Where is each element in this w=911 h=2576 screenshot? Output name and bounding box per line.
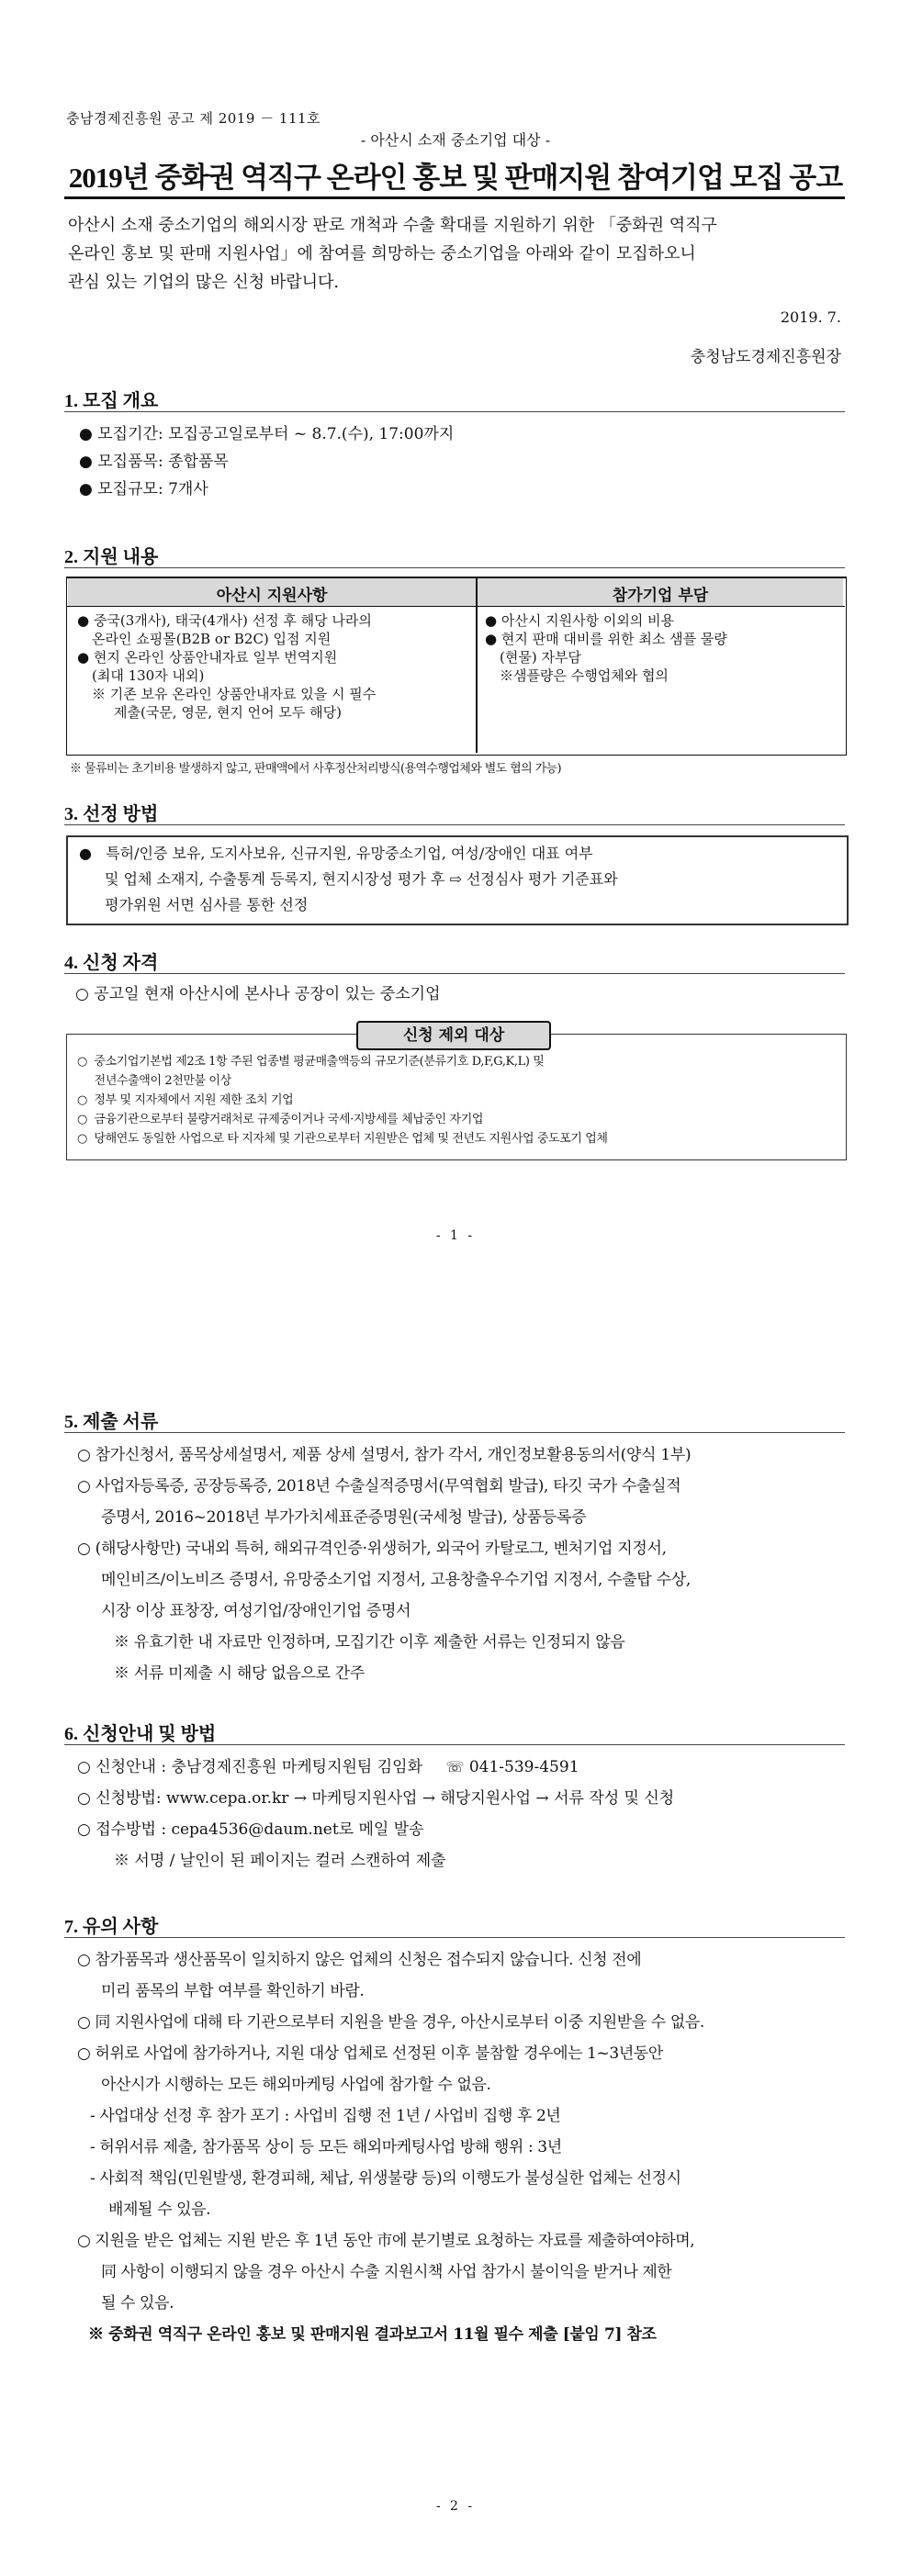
issuer-name: 충청남도경제진흥원장 [690,348,841,366]
table-header-rule [66,606,845,607]
text-line: ○ 지원을 받은 업체는 지원 받은 후 1년 동안 市에 분기별로 요청하는 자료를 제출하여야하며, [77,2232,695,2250]
text-line: ○ 허위로 사업에 참가하거나, 지원 대상 업체로 선정된 이후 불참할 경우에는 1~3년동안 [77,2044,663,2063]
text-line: 배제될 수 있음. [108,2201,211,2219]
table-footnote: ※ 물류비는 초기비용 발생하지 않고, 판매액에서 사후정산처리방식(용역수행업체와 별도 협의 가능) [70,762,561,776]
phone-number: 041-539-4591 [468,1758,579,1776]
exclusion-title: 신청 제외 대상 [356,1021,551,1050]
section-4-title: 4. 신청 자격 [64,953,159,973]
notes-list [77,1944,849,2350]
section-divider [64,1937,845,1938]
text-line: 메인비즈/이노비즈 증명서, 유망중소기업 지정서, 고용창출우수기업 지정서, 수출탑 수상, [101,1571,691,1589]
note-line: ※ 서류 미제출 시 해당 없음으로 간주 [114,1664,366,1683]
cell-line: ● 아산시 지원사항 이외의 비용 [485,612,675,629]
page-number: - 1 - [435,1228,476,1243]
text-line: 시장 이상 표창장, 여성기업/장애인기업 증명서 [101,1602,411,1620]
intro-line: 아산시 소재 중소기업의 해외시장 판로 개척과 수출 확대를 지원하기 위한 「중화권 역직구 [68,216,717,235]
text-line: 평가위원 서면 심사를 통한 선정 [105,896,309,913]
text-line: 아산시가 시행하는 모든 해외마케팅 사업에 참가할 수 없음. [101,2076,491,2094]
cell-line: ※샘플량은 수행업체와 협의 [500,667,669,684]
list-item: ○ 당해연도 동일한 사업으로 타 지자체 및 기관으로부터 지원받은 업체 및 전년도 지원사업 중도포기 업체 [77,1132,608,1146]
cell-line: ● 현지 판매 대비를 위한 최소 샘플 물량 [485,631,727,647]
table-cell-burden [485,611,838,685]
table-cell-support [77,611,472,722]
text-line: ○ 참가품목과 생산품목이 일치하지 않은 업체의 신청은 접수되지 않습니다. 신청 전에 [77,1951,642,1969]
list-item: 전년수출액이 2천만불 이상 [77,1074,231,1088]
text-line: 및 업체 소재지, 수출통계 등록지, 현지시장성 평가 후 ⇨ 선정심사 평가 기준표와 [105,870,618,888]
subtitle: - 아산시 소재 중소기업 대상 - [360,131,551,149]
text-line: ○ 신청방법: www.cepa.or.kr → 마케팅지원사업 → 해당지원사업 → 서류 작성 및 신청 [77,1789,675,1808]
text-line: ○ 신청안내 : 충남경제진흥원 마케팅지원팀 김임화 ☏ 041-539-4591 [77,1758,579,1776]
cell-line: (최대 130자 내외) [92,667,205,684]
section-6-title: 6. 신청안내 및 방법 [64,1724,217,1744]
section-3-title: 3. 선정 방법 [64,804,159,824]
eligibility-item: ○ 공고일 현재 아산시에 본사나 공장이 있는 중소기업 [75,985,441,1003]
text-line: - 허위서류 제출, 참가품목 상이 등 모든 해외마케팅사업 방해 행위 : 3년 [90,2138,562,2156]
section-2-title: 2. 지원 내용 [64,547,159,567]
section-5-title: 5. 제출 서류 [64,1412,159,1432]
text-line: ○ (해당사항만) 국내외 특허, 해외규격인증·위생허가, 외국어 카탈로그, 벤처기업 지정서, [77,1540,667,1558]
cell-line: ● 중국(3개사), 태국(4개사) 선정 후 해당 나라의 [77,612,372,629]
section-divider [64,1744,845,1745]
document-number: 충남경제진흥원 공고 제 2019 － 111호 [66,110,321,127]
list-item: ● 모집품목: 종합품목 [79,453,229,471]
text-line: - 사업대상 선정 후 참가 포기 : 사업비 집행 전 1년 / 사업비 집행 후 2년 [90,2107,561,2125]
section-divider [64,567,845,568]
text-line: 될 수 있음. [101,2294,174,2313]
intro-paragraph [68,211,849,297]
text-line: ○ 사업자등록증, 공장등록증, 2018년 수출실적증명서(무역협회 발급), 타깃 국가 수출실적 [77,1477,681,1495]
telephone-icon: ☏ [445,1758,465,1775]
section-7-title: 7. 유의 사항 [64,1917,159,1937]
announcement-date: 2019. 7. [780,308,841,326]
cell-line: 온라인 쇼핑몰(B2B or B2C) 입점 지원 [92,631,332,647]
list-item: ○ 정부 및 지자체에서 지원 제한 조치 기업 [77,1093,294,1107]
important-note: ※ 중화권 역직구 온라인 홍보 및 판매지원 결과보고서 11월 필수 제출 [붙임 7] 참조 [88,2325,657,2344]
intro-line: 온라인 홍보 및 판매 지원사업」에 참여를 희망하는 중소기업을 아래와 같이 모집하오니 [68,244,696,263]
text-line: ○ 참가신청서, 품목상세설명서, 제품 상세 설명서, 참가 각서, 개인정보활용동의서(양식 1부) [77,1446,692,1464]
page-title: 2019년 중화권 역직구 온라인 홍보 및 판매지원 참여기업 모집 공고 [68,162,843,194]
note-line: ※ 유효기한 내 자료만 인정하며, 모집기간 이후 제출한 서류는 인정되지 않음 [114,1633,625,1652]
list-item: ○ 중소기업기본법 제2조 1항 주된 업종별 평균매출액등의 규모기준(분류기호 D,F,G,K,L) 및 [77,1055,545,1069]
text-line: ● 특허/인증 보유, 도지사보유, 신규지원, 유망중소기업, 여성/장애인 대표 여부 [79,845,593,862]
title-underline [64,196,845,199]
list-item: ○ 금융기관으로부터 불량거래처로 규제중이거나 국세·지방세를 체납중인 자기업 [77,1113,484,1126]
page-number: - 2 - [435,2499,476,2514]
documents-list [77,1439,849,1689]
text-line: ○ 접수방법 : cepa4536@daum.net로 메일 발송 [77,1820,424,1839]
cell-line: ● 현지 온라인 상품안내자료 일부 번역지원 [77,649,338,666]
application-info [77,1752,849,1876]
table-column-header: 참가기업 부담 [612,587,709,605]
cell-line: ※ 기존 보유 온라인 상품안내자료 있을 시 필수 [92,686,377,702]
section-divider [64,973,845,974]
cell-line: 제출(국문, 영문, 현지 언어 모두 해당) [114,704,342,721]
list-item: ● 모집규모: 7개사 [79,480,208,498]
text-line: ○ 同 지원사업에 대해 타 기관으로부터 지원을 받을 경우, 아산시로부터 이중 지원받을 수 없음. [77,2013,704,2032]
section-1-title: 1. 모집 개요 [64,391,159,411]
cell-line: (현물) 자부담 [500,649,581,666]
section-divider [64,824,845,825]
section-1-list [79,420,454,503]
text-line: 증명서, 2016~2018년 부가가치세표준증명원(국세청 발급), 상품등록증 [101,1508,587,1527]
table-column-header: 아산시 지원사항 [216,587,328,605]
text-line: - 사회적 책임(민원발생, 환경피해, 체납, 위생불량 등)의 이행도가 불성실한 업체는 선정시 [90,2169,681,2188]
selection-method-text [79,841,841,918]
text-line: 同 사항이 이행되지 않을 경우 아산시 수출 지원시책 사업 참가시 불이익을 받거나 제한 [101,2263,672,2281]
section-divider [64,1432,845,1433]
intro-line: 관심 있는 기업의 많은 신청 바랍니다. [68,273,340,292]
exclusion-list [77,1052,839,1148]
note-line: ※ 서명 / 날인이 된 페이지는 컬러 스캔하여 제출 [114,1852,446,1870]
section-divider [64,411,845,412]
text-line: 미리 품목의 부합 여부를 확인하기 바람. [101,1982,365,2000]
list-item: ● 모집기간: 모집공고일로부터 ~ 8.7.(수), 17:00까지 [79,425,455,443]
